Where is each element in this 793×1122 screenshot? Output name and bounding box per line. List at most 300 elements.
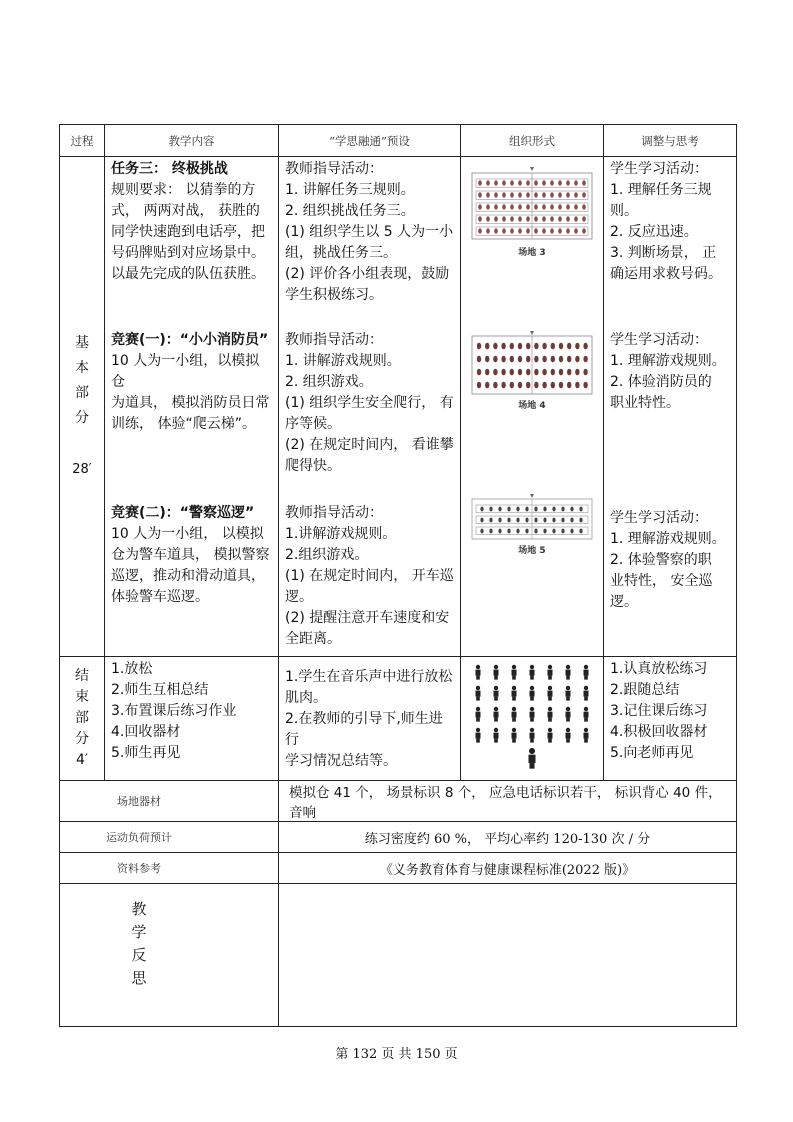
end-content-line: 4.回收器材 — [111, 724, 181, 740]
game1-teacher-line: 爬得快。 — [285, 458, 341, 474]
person-icon — [530, 685, 535, 700]
student-marker — [510, 382, 514, 389]
game2-student-line: 业特性， 安全巡 — [610, 573, 713, 589]
student-marker — [579, 518, 582, 523]
student-marker — [551, 382, 555, 389]
student-marker — [526, 382, 530, 389]
end-student-line: 1.认真放松练习 — [610, 661, 708, 677]
person-icon — [512, 706, 517, 721]
game2-teacher-line: 全距离。 — [285, 631, 341, 647]
student-marker — [575, 382, 579, 389]
student-marker — [551, 369, 555, 376]
equipment-label: 场地器材 — [60, 781, 279, 822]
student-marker — [486, 180, 490, 185]
equipment-value: 模拟仓 41 个， 场景标识 8 个， 应急电话标识若干， 标识背心 40 件， 音响 — [279, 781, 737, 822]
student-marker — [510, 356, 514, 363]
load-value: 练习密度约 60 %， 平均心率约 120-130 次 / 分 — [279, 822, 737, 853]
student-marker — [501, 382, 505, 389]
student-marker — [510, 204, 514, 209]
student-marker — [542, 204, 546, 209]
game2-teacher-line: 1.讲解游戏规则。 — [285, 526, 397, 542]
student-marker — [534, 216, 538, 221]
student-marker — [583, 382, 587, 389]
person-icon — [548, 685, 553, 700]
game1-teacher-line: 教师指导活动： — [285, 332, 383, 348]
game2-line: 体验警车巡逻。 — [111, 589, 209, 605]
reference-label: 资料参考 — [60, 853, 279, 884]
reflection-label-char: 反 — [131, 946, 147, 964]
student-marker — [485, 356, 489, 363]
student-marker — [480, 507, 483, 512]
person-icon — [476, 706, 481, 721]
student-marker — [582, 228, 586, 233]
task3-student-line: 1. 理解任务三规 — [610, 182, 712, 198]
game1-teacher-line: 序等候。 — [285, 416, 341, 432]
student-marker — [516, 529, 519, 534]
student-marker — [534, 180, 538, 185]
game1-teacher-line: 1. 讲解游戏规则。 — [285, 353, 401, 369]
student-marker — [477, 343, 481, 350]
student-marker — [485, 343, 489, 350]
student-marker — [477, 356, 481, 363]
game2-teacher-line: (2) 提醒注意开车速度和安 — [285, 610, 450, 626]
student-marker — [579, 529, 582, 534]
task3-teacher-line: 组，挑战任务三。 — [285, 245, 397, 261]
student-marker — [510, 343, 514, 350]
student-marker — [502, 228, 506, 233]
person-icon — [548, 706, 553, 721]
student-marker — [498, 518, 501, 523]
student-marker — [501, 343, 505, 350]
task3-line: 规则要求： 以猜拳的方 — [111, 182, 256, 198]
student-marker — [502, 180, 506, 185]
student-marker — [558, 228, 562, 233]
student-marker — [501, 369, 505, 376]
game1-student-line: 2. 体验消防员的 — [610, 374, 712, 390]
lesson-plan-table — [59, 124, 737, 1027]
student-marker — [478, 192, 482, 197]
student-marker — [516, 518, 519, 523]
person-icon — [529, 747, 536, 768]
student-marker — [579, 507, 582, 512]
student-marker — [542, 343, 546, 350]
reflection-label-char: 思 — [131, 969, 147, 987]
student-marker — [489, 518, 492, 523]
person-icon — [512, 685, 517, 700]
student-marker — [477, 369, 481, 376]
end-content-cell — [105, 657, 279, 781]
person-icon — [494, 664, 499, 679]
game1-teacher-line: (2) 在规定时间内， 看谁攀 — [285, 437, 454, 453]
end-content-line: 3.布置课后练习作业 — [111, 703, 237, 719]
student-marker — [574, 192, 578, 197]
load-row — [60, 822, 737, 853]
basic-label-char: 基 — [75, 335, 89, 351]
student-marker — [575, 343, 579, 350]
student-marker — [494, 216, 498, 221]
student-marker — [543, 518, 546, 523]
end-content-line: 5.师生再见 — [111, 745, 181, 761]
basic-section-row — [60, 157, 737, 657]
student-marker — [502, 216, 506, 221]
student-marker — [507, 507, 510, 512]
student-marker — [558, 192, 562, 197]
student-marker — [526, 216, 530, 221]
student-marker — [561, 507, 564, 512]
student-marker — [583, 369, 587, 376]
student-marker — [552, 529, 555, 534]
person-icon — [476, 727, 481, 742]
end-time: 4′ — [75, 752, 89, 768]
student-marker — [574, 180, 578, 185]
task3-student-line: 2. 反应迅速。 — [610, 224, 698, 240]
student-marker — [551, 343, 555, 350]
student-marker — [489, 529, 492, 534]
game1-line: 10 人为一小组，以模拟仓 — [111, 353, 260, 390]
student-marker — [526, 356, 530, 363]
student-marker — [494, 192, 498, 197]
end-label-char: 部 — [75, 710, 89, 726]
header-process: 过程 — [60, 125, 105, 157]
student-marker — [518, 192, 522, 197]
student-marker — [494, 228, 498, 233]
student-marker — [502, 192, 506, 197]
student-marker — [534, 507, 537, 512]
person-icon — [530, 664, 535, 679]
reflection-label-char: 教 — [131, 900, 147, 918]
person-icon — [584, 727, 589, 742]
student-marker — [550, 180, 554, 185]
student-marker — [526, 180, 530, 185]
person-icon — [530, 727, 535, 742]
student-marker — [534, 192, 538, 197]
end-label-char: 束 — [75, 689, 89, 705]
field-4-diagram — [470, 330, 594, 396]
student-marker — [534, 369, 538, 376]
task3-line: 以最先完成的队伍获胜。 — [111, 266, 265, 282]
student-marker — [526, 204, 530, 209]
student-marker — [498, 529, 501, 534]
student-marker — [507, 518, 510, 523]
end-teacher-line: 学习情况总结等。 — [285, 753, 397, 769]
basic-label-char: 部 — [75, 385, 89, 401]
student-marker — [518, 204, 522, 209]
student-marker — [582, 192, 586, 197]
game2-student-line: 学生学习活动： — [610, 510, 708, 526]
field-3-diagram — [470, 165, 594, 243]
person-icon — [566, 706, 571, 721]
student-marker — [525, 518, 528, 523]
student-marker — [507, 529, 510, 534]
student-marker — [480, 518, 483, 523]
end-adjust-cell — [604, 657, 737, 781]
game1-line: 为道具， 模拟消防员日常 — [111, 395, 270, 411]
student-marker — [489, 507, 492, 512]
student-marker — [502, 204, 506, 209]
person-icon — [476, 685, 481, 700]
end-student-line: 5.向老师再见 — [610, 745, 694, 761]
basic-process-label — [60, 157, 105, 657]
student-marker — [480, 529, 483, 534]
game1-student-line: 职业特性。 — [610, 395, 680, 411]
header-preset: “学思融通”预设 — [279, 125, 461, 157]
person-icon — [584, 706, 589, 721]
student-marker — [510, 180, 514, 185]
student-marker — [567, 356, 571, 363]
game1-line: 训练， 体验“爬云梯”。 — [111, 416, 256, 432]
task3-line: 号码牌贴到对应场景中。 — [111, 245, 265, 261]
student-marker — [570, 529, 573, 534]
student-marker — [566, 180, 570, 185]
basic-preset-cell — [279, 157, 461, 657]
task3-teacher-line: (1) 组织学生以 5 人为一小 — [285, 224, 454, 240]
student-marker — [525, 507, 528, 512]
person-icon — [494, 685, 499, 700]
game1-student-line: 1. 理解游戏规则。 — [610, 353, 726, 369]
equipment-row — [60, 781, 737, 822]
task3-student-line: 3. 判断场景， 正 — [610, 245, 717, 261]
student-marker — [534, 204, 538, 209]
student-marker — [485, 382, 489, 389]
student-marker — [486, 192, 490, 197]
student-marker — [574, 204, 578, 209]
student-marker — [570, 507, 573, 512]
student-marker — [550, 216, 554, 221]
student-marker — [543, 507, 546, 512]
game2-student-line: 1. 理解游戏规则。 — [610, 531, 726, 547]
end-student-line: 2.跟随总结 — [610, 682, 680, 698]
student-marker — [518, 382, 522, 389]
student-marker — [534, 356, 538, 363]
student-marker — [582, 180, 586, 185]
student-marker — [566, 228, 570, 233]
game2-teacher-line: 2.组织游戏。 — [285, 547, 369, 563]
reflection-label — [60, 884, 279, 1027]
student-marker — [510, 192, 514, 197]
task3-teacher-line: (2) 评价各小组表现，鼓励 — [285, 266, 450, 282]
task3-line: 式， 两两对战， 获胜的 — [111, 203, 260, 219]
student-marker — [477, 382, 481, 389]
student-marker — [542, 180, 546, 185]
game2-student-line: 2. 体验警察的职 — [610, 552, 712, 568]
game2-title: 竞赛(二)：“警察巡逻” — [111, 505, 255, 521]
end-teacher-line: 1.学生在音乐声中进行放松 — [285, 669, 453, 685]
student-marker — [559, 343, 563, 350]
student-marker — [478, 216, 482, 221]
person-icon — [512, 727, 517, 742]
person-icon — [512, 664, 517, 679]
student-marker — [518, 216, 522, 221]
task3-teacher-line: 教师指导活动： — [285, 161, 383, 177]
student-marker — [567, 369, 571, 376]
student-marker — [493, 356, 497, 363]
student-marker — [494, 180, 498, 185]
student-marker — [542, 192, 546, 197]
reference-row — [60, 853, 737, 884]
student-marker — [526, 228, 530, 233]
student-marker — [486, 228, 490, 233]
game2-student-line: 逻。 — [610, 594, 638, 610]
end-teacher-line: 肌肉。 — [285, 690, 327, 706]
student-marker — [510, 228, 514, 233]
end-label-char: 分 — [75, 731, 89, 747]
student-marker — [493, 382, 497, 389]
student-marker — [534, 518, 537, 523]
student-marker — [526, 369, 530, 376]
game2-teacher-line: 逻。 — [285, 589, 313, 605]
game2-teacher-line: 教师指导活动： — [285, 505, 383, 521]
student-marker — [486, 204, 490, 209]
student-marker — [498, 507, 501, 512]
student-marker — [558, 204, 562, 209]
student-marker — [542, 369, 546, 376]
student-marker — [551, 356, 555, 363]
game1-student-line: 学生学习活动： — [610, 332, 708, 348]
end-section-row — [60, 657, 737, 781]
student-marker — [542, 382, 546, 389]
student-marker — [567, 343, 571, 350]
person-icon — [494, 706, 499, 721]
header-organization: 组织形式 — [461, 125, 604, 157]
student-marker — [518, 356, 522, 363]
student-marker — [516, 507, 519, 512]
student-marker — [583, 356, 587, 363]
student-marker — [534, 228, 538, 233]
student-marker — [550, 204, 554, 209]
student-marker — [558, 216, 562, 221]
student-marker — [550, 228, 554, 233]
student-marker — [518, 369, 522, 376]
task3-teacher-line: 学生积极练习。 — [285, 287, 383, 303]
field-4-caption: 场地 4 — [518, 401, 546, 411]
student-marker — [559, 369, 563, 376]
task3-student-line: 学生学习活动： — [610, 161, 708, 177]
student-marker — [478, 228, 482, 233]
student-marker — [478, 180, 482, 185]
person-icon — [530, 706, 535, 721]
student-marker — [485, 369, 489, 376]
end-student-line: 3.记住课后练习 — [610, 703, 708, 719]
field-3-caption: 场地 3 — [518, 248, 546, 258]
basic-time: 28′ — [72, 462, 92, 477]
person-icon — [584, 664, 589, 679]
task3-student-line: 则。 — [610, 203, 638, 219]
game1-teacher-line: (1) 组织学生安全爬行， 有 — [285, 395, 454, 411]
student-marker — [534, 382, 538, 389]
student-marker — [501, 356, 505, 363]
student-marker — [534, 343, 538, 350]
student-marker — [550, 192, 554, 197]
end-formation-diagram — [466, 661, 598, 773]
student-marker — [518, 343, 522, 350]
header-content: 教学内容 — [105, 125, 279, 157]
student-marker — [510, 216, 514, 221]
student-marker — [493, 343, 497, 350]
student-marker — [542, 228, 546, 233]
game2-line: 巡逻，推动和滑动道具， — [111, 568, 265, 584]
student-marker — [575, 356, 579, 363]
student-marker — [542, 356, 546, 363]
student-marker — [575, 369, 579, 376]
student-marker — [525, 529, 528, 534]
student-marker — [526, 343, 530, 350]
basic-organization-cell — [461, 157, 604, 657]
student-marker — [566, 192, 570, 197]
person-icon — [476, 664, 481, 679]
field-5-caption: 场地 5 — [518, 546, 546, 556]
header-adjust: 调整与思考 — [604, 125, 737, 157]
person-icon — [548, 664, 553, 679]
student-marker — [570, 518, 573, 523]
student-marker — [559, 356, 563, 363]
task3-title: 任务三： 终极挑战 — [111, 161, 228, 177]
field-5-diagram — [470, 493, 594, 541]
student-marker — [566, 204, 570, 209]
student-marker — [518, 180, 522, 185]
student-marker — [542, 216, 546, 221]
student-marker — [510, 369, 514, 376]
game2-line: 仓为警车道具， 模拟警察 — [111, 547, 270, 563]
student-marker — [561, 529, 564, 534]
basic-label-char: 分 — [75, 410, 89, 426]
end-label-char: 结 — [75, 668, 89, 684]
student-marker — [518, 228, 522, 233]
student-marker — [494, 204, 498, 209]
end-process-label — [60, 657, 105, 781]
header-row — [60, 125, 737, 157]
student-marker — [583, 343, 587, 350]
end-content-line: 1.放松 — [111, 661, 153, 677]
student-marker — [561, 518, 564, 523]
student-marker — [493, 369, 497, 376]
student-marker — [526, 192, 530, 197]
reflection-label-char: 学 — [131, 923, 147, 941]
student-marker — [582, 204, 586, 209]
basic-content-cell — [105, 157, 279, 657]
student-marker — [582, 216, 586, 221]
reference-value: 《义务教育体育与健康课程标准(2022 版)》 — [279, 853, 737, 884]
basic-adjust-cell — [604, 157, 737, 657]
student-marker — [567, 382, 571, 389]
game1-title: 竞赛(一)：“小小消防员” — [111, 332, 269, 348]
person-icon — [566, 664, 571, 679]
game2-teacher-line: (1) 在规定时间内， 开车巡 — [285, 568, 454, 584]
end-preset-cell — [279, 657, 461, 781]
person-icon — [494, 727, 499, 742]
game2-line: 10 人为一小组， 以模拟 — [111, 526, 264, 542]
student-marker — [558, 180, 562, 185]
student-marker — [552, 518, 555, 523]
reflection-value — [279, 884, 737, 1027]
task3-teacher-line: 1. 讲解任务三规则。 — [285, 182, 415, 198]
end-teacher-line: 2.在教师的引导下,师生进行 — [285, 711, 443, 748]
person-icon — [566, 727, 571, 742]
game1-teacher-line: 2. 组织游戏。 — [285, 374, 373, 390]
student-marker — [574, 228, 578, 233]
reflection-row — [60, 884, 737, 1027]
student-marker — [566, 216, 570, 221]
person-icon — [548, 727, 553, 742]
end-organization-cell — [461, 657, 604, 781]
person-icon — [584, 685, 589, 700]
student-marker — [543, 529, 546, 534]
person-icon — [566, 685, 571, 700]
load-label: 运动负荷预计 — [60, 822, 279, 853]
student-marker — [478, 204, 482, 209]
student-marker — [486, 216, 490, 221]
task3-student-line: 确运用求救号码。 — [610, 266, 722, 282]
end-student-line: 4.积极回收器材 — [610, 724, 708, 740]
